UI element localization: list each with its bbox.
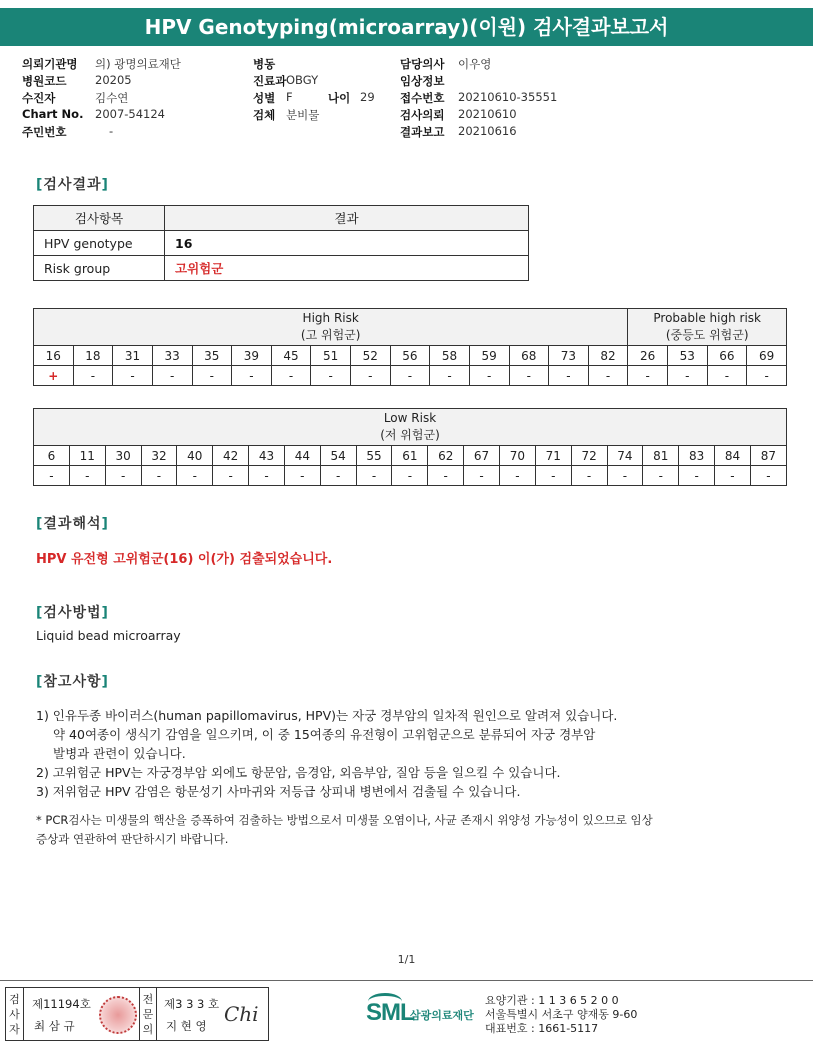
org-phone: 대표번호 : 1661-5117 [485,1022,599,1035]
examiner-label: 검사자 [6,988,24,1040]
report-title: HPV Genotyping(microarray)(이원) 검사결과보고서 [0,8,813,46]
info-value: OBGY [286,73,319,87]
section-interpretation-heading: [결과해석] [36,516,109,532]
specialist-name: 지 현 영 [166,1019,207,1033]
specialist-number: 제3 3 3 호 [164,997,220,1011]
genotype-result-cell: - [747,366,787,386]
info-label: 결과보고 [400,125,445,139]
examiner-name: 최 삼 규 [34,1019,75,1033]
genotype-cell: 18 [73,346,113,366]
result-item: Risk group [34,256,165,281]
genotype-result-cell: - [469,366,509,386]
note-line: 1) 인유두종 바이러스(human papillomavirus, HPV)는 자궁 경부암의 일차적 원인으로 알려져 있습니다. [36,708,618,723]
genotype-cell: 82 [588,346,628,366]
result-value: 고위험군 [165,256,529,281]
result-header-item: 검사항목 [34,206,165,231]
genotype-result-cell: - [588,366,628,386]
footnote-line: * PCR검사는 미생물의 핵산을 증폭하여 검출하는 방법으로서 미생물 오염이나, 사균 존재시 위양성 가능성이 있으므로 임상 [36,813,653,827]
genotype-result-cell: - [392,466,428,486]
section-result-heading: [검사결과] [36,177,109,193]
genotype-result-cell: - [679,466,715,486]
table-row [34,366,787,386]
info-value: F [286,90,293,104]
genotype-result-cell: - [356,466,392,486]
org-address: 서울특별시 서초구 양재동 9-60 [485,1008,638,1021]
table-row [34,446,787,466]
genotype-cell: 42 [213,446,249,466]
section-notes-heading: [참고사항] [36,674,109,690]
genotype-cell: 39 [232,346,272,366]
interpretation-text: HPV 유전형 고위험군(16) 이(가) 검출되었습니다. [36,552,333,567]
genotype-cell: 66 [707,346,747,366]
genotype-result-cell: - [668,366,708,386]
high-risk-header: High Risk (고 위험군) [34,309,628,346]
info-value: 김수연 [95,91,129,105]
genotype-result-cell: - [643,466,679,486]
sml-logo [366,993,481,1033]
genotype-result-cell: - [351,366,391,386]
genotype-result-cell: - [113,366,153,386]
footnote-line: 증상과 연관하여 판단하시기 바랍니다. [36,832,229,846]
genotype-cell: 6 [34,446,70,466]
org-contact [485,994,637,1036]
genotype-cell: 59 [469,346,509,366]
table-row [34,466,787,486]
info-value: 29 [360,90,375,104]
genotype-result-cell: - [311,366,351,386]
info-label: 의뢰기관명 [22,57,78,71]
genotype-cell: 43 [249,446,285,466]
genotype-cell: 54 [320,446,356,466]
genotype-cell: 53 [668,346,708,366]
genotype-result-cell: - [499,466,535,486]
result-value: 16 [165,231,529,256]
info-value: - [109,124,114,138]
method-text: Liquid bead microarray [36,628,181,643]
genotype-cell: 73 [549,346,589,366]
genotype-result-cell: - [249,466,285,486]
note-line: 3) 저위험군 HPV 감염은 항문성기 사마귀와 저등급 상피내 병변에서 검출될 수 있습니다. [36,784,521,799]
info-label: 병동 [253,57,276,71]
info-label: 진료과 [253,74,287,88]
info-value: 분비물 [286,108,320,122]
genotype-result-cell: - [177,466,213,486]
genotype-result-cell: - [34,466,70,486]
info-label: 성별 [253,91,276,105]
genotype-result-cell: - [320,466,356,486]
result-header-value: 결과 [165,206,529,231]
high-risk-table [33,308,787,386]
genotype-cell: 30 [105,446,141,466]
genotype-cell: 61 [392,446,428,466]
genotype-cell: 55 [356,446,392,466]
org-name: 삼광의료재단 [410,1009,474,1022]
table-row [34,231,529,256]
info-label: Chart No. [22,107,84,121]
genotype-cell: 72 [571,446,607,466]
genotype-cell: 71 [535,446,571,466]
signature-box [5,987,269,1041]
low-risk-header: Low Risk (저 위험군) [34,409,787,446]
genotype-cell: 70 [499,446,535,466]
specialist-label: 전문의 [139,988,157,1040]
result-item: HPV genotype [34,231,165,256]
genotype-cell: 87 [750,446,786,466]
pcr-footnote [36,811,776,849]
genotype-result-cell: - [213,466,249,486]
genotype-result-cell: - [69,466,105,486]
genotype-cell: 56 [390,346,430,366]
genotype-cell: 62 [428,446,464,466]
genotype-result-cell: + [34,366,74,386]
genotype-cell: 81 [643,446,679,466]
table-row [34,346,787,366]
genotype-cell: 31 [113,346,153,366]
genotype-cell: 51 [311,346,351,366]
genotype-result-cell: - [628,366,668,386]
genotype-cell: 44 [284,446,320,466]
genotype-result-cell: - [707,366,747,386]
org-code: 요양기관 : 1 1 3 6 5 2 0 0 [485,994,619,1007]
info-value: 20210610 [458,107,517,121]
genotype-result-cell: - [430,366,470,386]
patient-info [22,56,802,141]
examiner-number: 제11194호 [32,997,91,1011]
genotype-cell: 52 [351,346,391,366]
info-label: 병원코드 [22,74,67,88]
genotype-cell: 45 [271,346,311,366]
genotype-cell: 35 [192,346,232,366]
genotype-cell: 32 [141,446,177,466]
logo-text: SML [366,999,414,1026]
genotype-cell: 67 [464,446,500,466]
genotype-cell: 74 [607,446,643,466]
genotype-result-cell: - [571,466,607,486]
genotype-result-cell: - [271,366,311,386]
genotype-cell: 84 [715,446,751,466]
info-label: 접수번호 [400,91,445,105]
genotype-result-cell: - [428,466,464,486]
genotype-cell: 11 [69,446,105,466]
genotype-cell: 26 [628,346,668,366]
note-line: 약 40여종이 생식기 감염을 일으키며, 이 중 15여종의 유전형이 고위험군으로 분류되어 자궁 경부암 [53,727,596,742]
info-label: 수진자 [22,91,56,105]
info-value: 이우영 [458,57,492,71]
genotype-cell: 40 [177,446,213,466]
info-label: 나이 [328,91,351,105]
page-number: 1/1 [397,953,416,966]
genotype-result-cell: - [464,466,500,486]
section-method-heading: [검사방법] [36,605,109,621]
probable-risk-header: Probable high risk (중등도 위험군) [628,309,787,346]
genotype-result-cell: - [390,366,430,386]
info-label: 주민번호 [22,125,67,139]
seal-stamp [99,996,137,1034]
info-value: 20210610-35551 [458,90,558,104]
genotype-cell: 69 [747,346,787,366]
info-label: 검사의뢰 [400,108,445,122]
info-value: 20210616 [458,124,517,138]
genotype-result-cell: - [715,466,751,486]
result-table [33,205,529,281]
genotype-cell: 68 [509,346,549,366]
low-risk-table [33,408,787,486]
genotype-result-cell: - [549,366,589,386]
genotype-result-cell: - [284,466,320,486]
genotype-result-cell: - [535,466,571,486]
genotype-result-cell: - [152,366,192,386]
table-row [34,256,529,281]
genotype-result-cell: - [192,366,232,386]
genotype-cell: 16 [34,346,74,366]
genotype-result-cell: - [607,466,643,486]
signature: Chi [224,1002,259,1026]
note-line: 2) 고위험군 HPV는 자궁경부암 외에도 항문암, 음경암, 외음부암, 질암 등을 일으킬 수 있습니다. [36,765,561,780]
note-line: 발병과 관련이 있습니다. [53,746,186,761]
info-label: 임상정보 [400,74,445,88]
info-value: 의) 광명의료재단 [95,57,181,71]
info-value: 2007-54124 [95,107,165,121]
genotype-cell: 58 [430,346,470,366]
info-label: 담당의사 [400,57,445,71]
genotype-cell: 83 [679,446,715,466]
genotype-result-cell: - [750,466,786,486]
info-label: 검체 [253,108,276,122]
info-value: 20205 [95,73,132,87]
genotype-result-cell: - [509,366,549,386]
notes-list [36,706,776,801]
genotype-result-cell: - [105,466,141,486]
genotype-cell: 33 [152,346,192,366]
genotype-result-cell: - [141,466,177,486]
genotype-result-cell: - [232,366,272,386]
footer-divider [0,980,813,981]
genotype-result-cell: - [73,366,113,386]
